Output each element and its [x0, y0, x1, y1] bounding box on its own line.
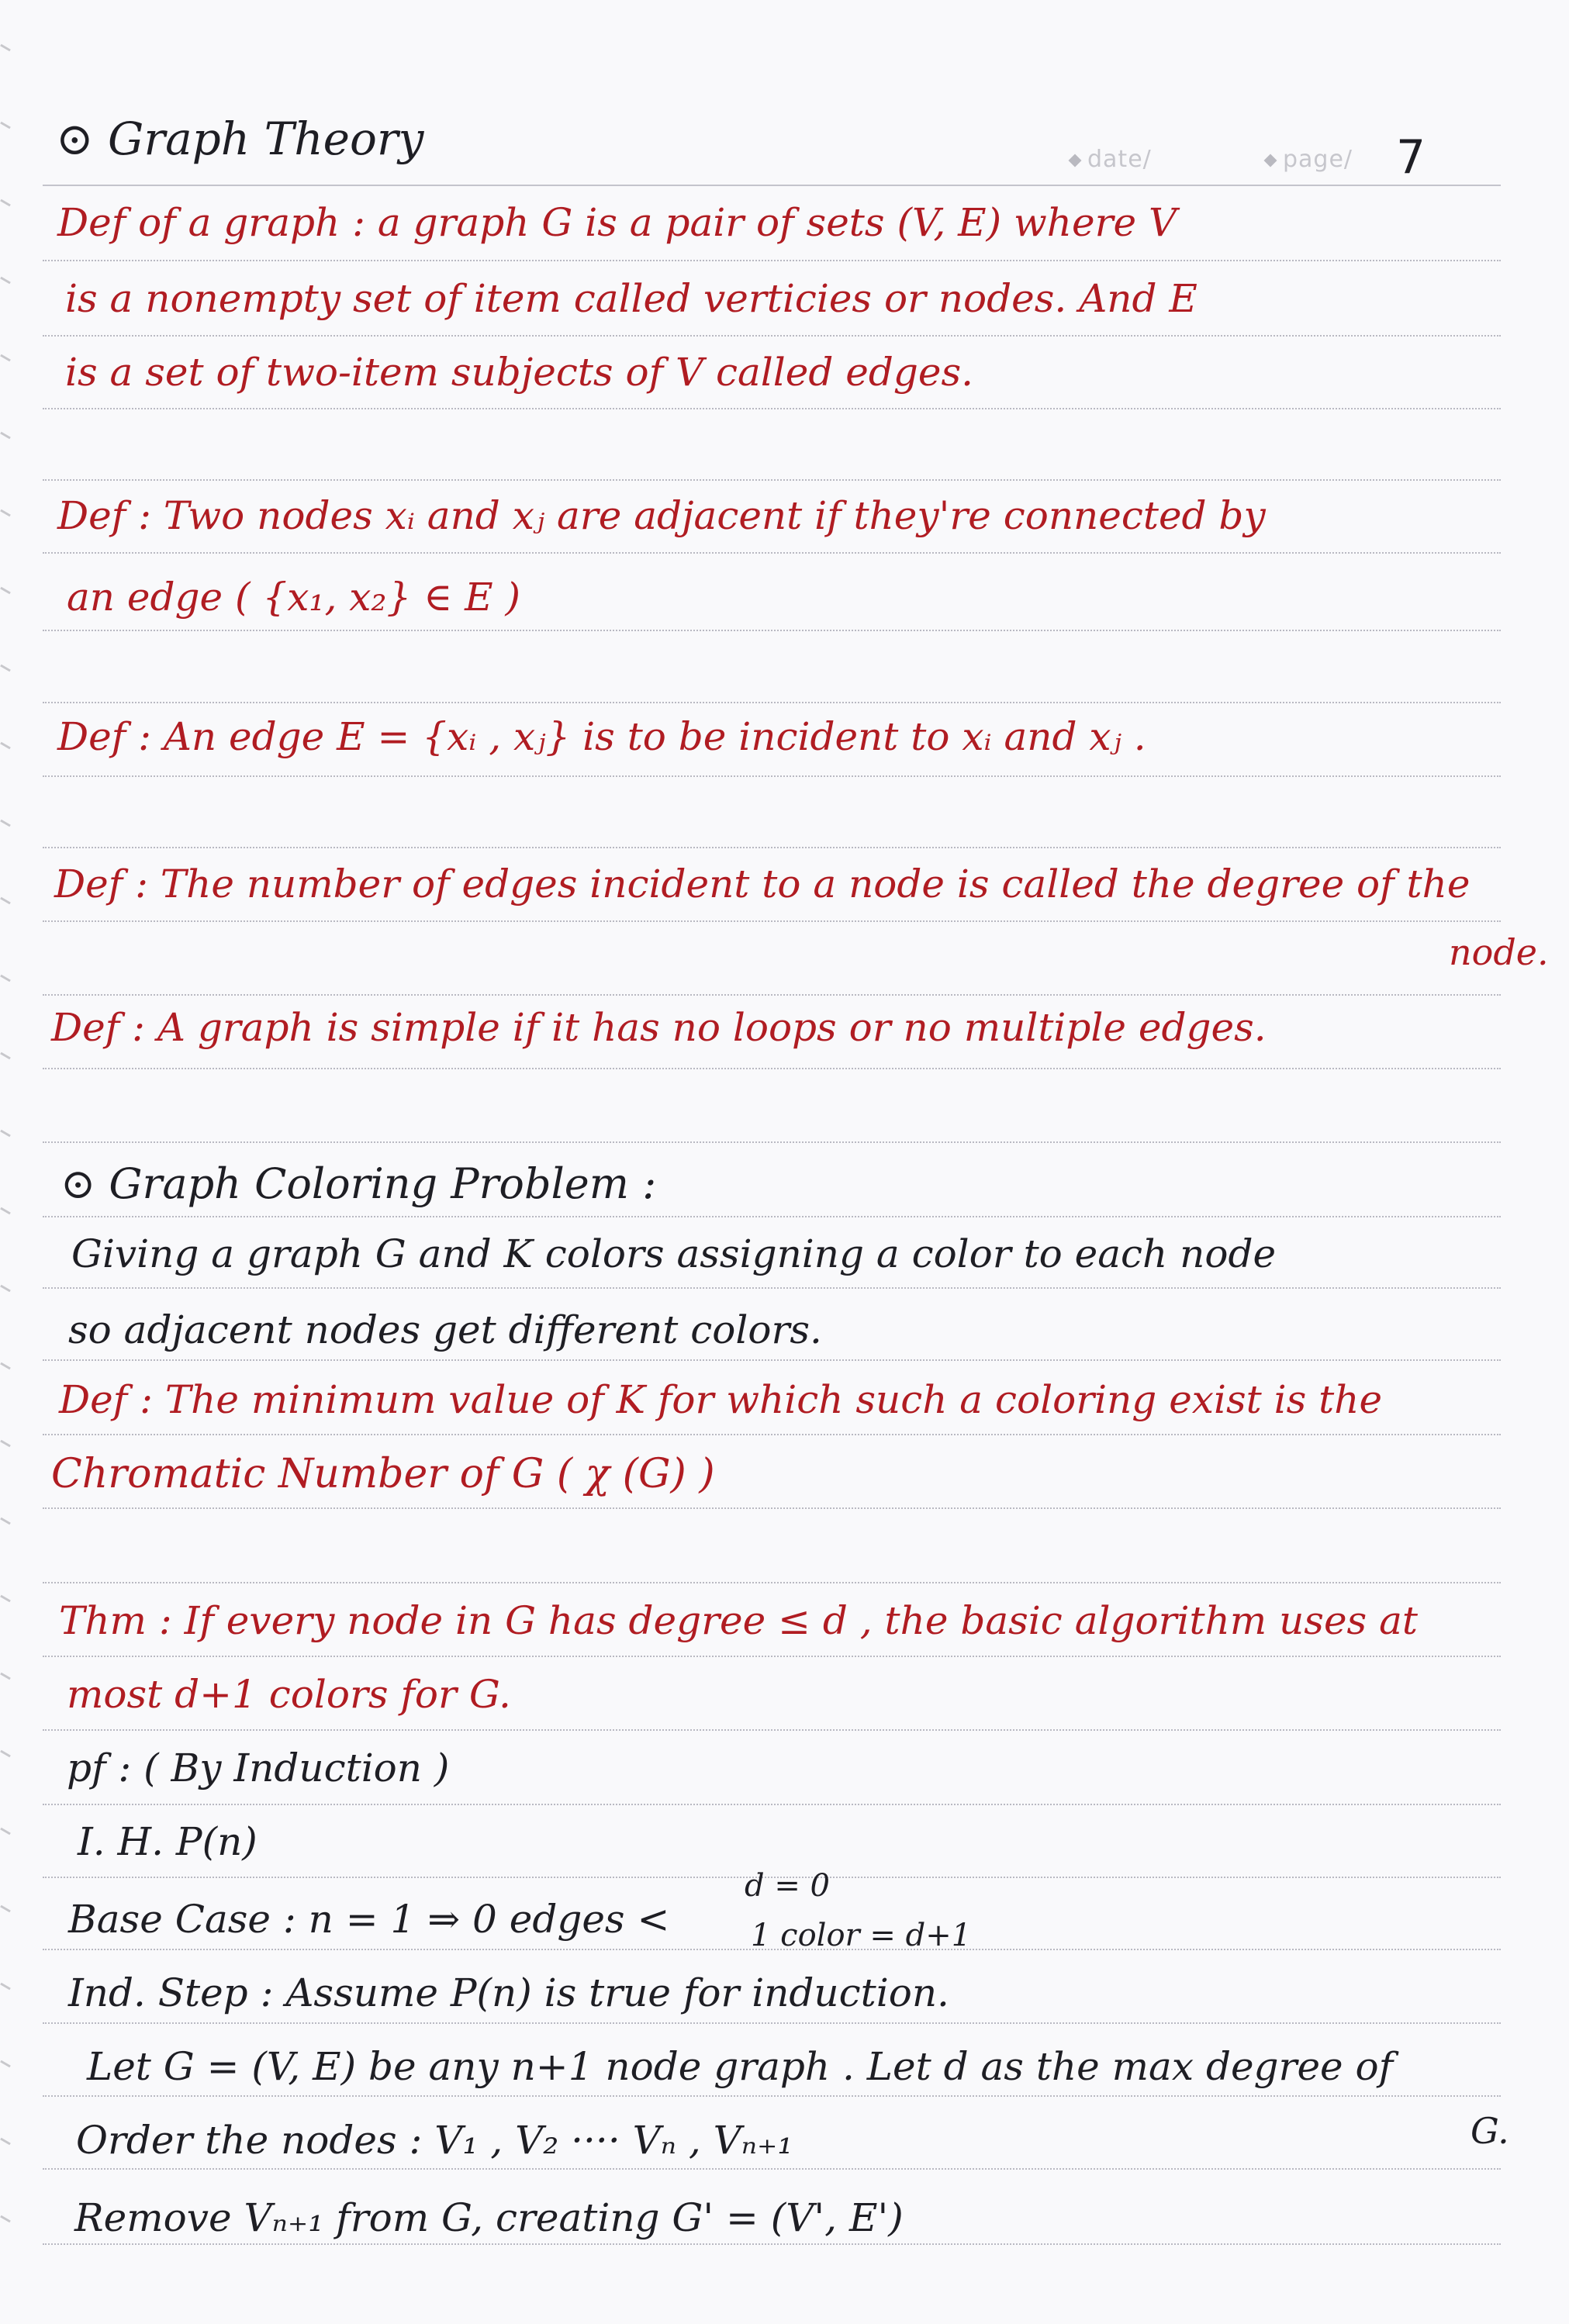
ruled-line: [43, 1434, 1501, 1435]
margin-tick: [0, 1362, 11, 1370]
def-degree-line-2: node.: [1449, 931, 1549, 973]
ruled-line: [43, 702, 1501, 703]
induction-hypothesis: I. H. P(n): [78, 1819, 257, 1864]
margin-tick: [0, 2215, 11, 2223]
margin-tick: [0, 122, 11, 129]
date-field: [1070, 146, 1152, 173]
induction-step: Ind. Step : Assume P(n) is true for induction.: [68, 1970, 949, 2015]
margin-tick: [0, 1207, 11, 1215]
margin-tick: [0, 277, 11, 285]
margin-tick: [0, 2060, 11, 2068]
ruled-line: [43, 335, 1501, 337]
margin-tick: [0, 587, 11, 595]
margin-tick: [0, 665, 11, 672]
ruled-line: [43, 2243, 1501, 2245]
ruled-line: [43, 1216, 1501, 1217]
coloring-problem-line-1: Giving a graph G and K colors assigning a color to each node: [71, 1231, 1277, 1276]
margin-tick: [0, 1673, 11, 1680]
let-g-tail: G.: [1471, 2110, 1509, 2152]
ruled-line: [43, 2022, 1501, 2024]
ruled-line: [43, 408, 1501, 409]
margin-tick: [0, 820, 11, 827]
margin-tick: [0, 1828, 11, 1835]
def-chromatic-line-1: Def : The minimum value of K for which such a coloring exist is the: [59, 1377, 1383, 1422]
section-title-graph-theory: ⊙ Graph Theory: [56, 112, 424, 165]
base-case: Base Case : n = 1 ⇒ 0 edges <: [68, 1897, 670, 1942]
margin-tick: [0, 1750, 11, 1758]
page-label: page/: [1283, 146, 1353, 173]
def-graph-line-1: Def of a graph : a graph G is a pair of sets (V, E) where V: [57, 200, 1177, 245]
ruled-line: [43, 630, 1501, 631]
def-simple: Def : A graph is simple if it has no loops or no multiple edges.: [51, 1005, 1267, 1050]
theorem-line-1: Thm : If every node in G has degree ≤ d , the basic algorithm uses at: [59, 1598, 1419, 1643]
ruled-line: [43, 775, 1501, 777]
def-chromatic-line-2: Chromatic Number of G ( χ (G) ): [51, 1451, 715, 1497]
ruled-line: [43, 1068, 1501, 1069]
diamond-icon: [1264, 154, 1277, 167]
ruled-line: [43, 1804, 1501, 1805]
ruled-line: [43, 847, 1501, 848]
ruled-line: [43, 479, 1501, 481]
page-number: 7: [1396, 130, 1426, 185]
let-g-line: Let G = (V, E) be any n+1 node graph . Let d as the max degree of: [87, 2044, 1394, 2089]
margin-tick: [0, 2138, 11, 2146]
ruled-line: [43, 1729, 1501, 1731]
coloring-problem-line-2: so adjacent nodes get different colors.: [68, 1307, 822, 1352]
margin-tick: [0, 1285, 11, 1293]
ruled-line: [43, 994, 1501, 996]
margin-tick: [0, 742, 11, 750]
margin-tick: [0, 1130, 11, 1138]
def-graph-line-2: is a nonempty set of item called verticies or nodes. And E: [65, 276, 1197, 321]
margin-tick: [0, 199, 11, 207]
def-adjacent-line-1: Def : Two nodes xᵢ and xⱼ are adjacent if they're connected by: [57, 493, 1266, 538]
circle-bullet-icon: ⊙: [60, 1159, 109, 1208]
diamond-icon: [1069, 154, 1082, 167]
circle-bullet-icon: ⊙: [56, 112, 109, 165]
def-degree-line-1: Def : The number of edges incident to a node is called the degree of the: [54, 862, 1471, 906]
ruled-line: [43, 1359, 1501, 1361]
margin-tick: [0, 509, 11, 517]
ruled-line: [43, 2168, 1501, 2170]
margin-tick: [0, 1440, 11, 1448]
margin-tick: [0, 1595, 11, 1603]
ruled-line: [43, 1507, 1501, 1509]
margin-tick: [0, 975, 11, 982]
proof-intro: pf : ( By Induction ): [67, 1746, 450, 1790]
margin-tick: [0, 1983, 11, 1991]
remove-node: Remove Vₙ₊₁ from G, creating G' = (V', E'): [74, 2195, 904, 2240]
date-label: date/: [1087, 146, 1152, 173]
margin-tick: [0, 897, 11, 905]
def-adjacent-line-2: an edge ( {x₁, x₂} ∈ E ): [67, 575, 520, 620]
margin-tick: [0, 1905, 11, 1913]
ruled-line: [43, 1287, 1501, 1289]
order-nodes: Order the nodes : V₁ , V₂ ···· Vₙ , Vₙ₊₁: [76, 2118, 793, 2163]
ruled-line: [43, 1582, 1501, 1583]
ruled-line: [43, 552, 1501, 554]
margin-tick: [0, 1052, 11, 1060]
base-case-bottom: 1 color = d+1: [751, 1918, 972, 1953]
ruled-line: [43, 185, 1501, 186]
margin-tick: [0, 44, 11, 52]
ruled-line: [43, 1656, 1501, 1657]
ruled-line: [43, 920, 1501, 922]
ruled-line: [43, 260, 1501, 261]
page-field: [1266, 146, 1353, 173]
def-graph-line-3: is a set of two-item subjects of V called edges.: [65, 350, 973, 395]
theorem-line-2: most d+1 colors for G.: [67, 1672, 511, 1717]
base-case-top: d = 0: [745, 1868, 830, 1904]
margin-tick: [0, 354, 11, 362]
def-incident: Def : An edge E = {xᵢ , xⱼ} is to be incident to xᵢ and xⱼ .: [57, 714, 1146, 759]
ruled-line: [43, 2095, 1501, 2097]
margin-tick: [0, 1518, 11, 1525]
ruled-line: [43, 1141, 1501, 1143]
margin-tick: [0, 432, 11, 440]
section-title-graph-coloring: ⊙ Graph Coloring Problem :: [60, 1159, 657, 1208]
